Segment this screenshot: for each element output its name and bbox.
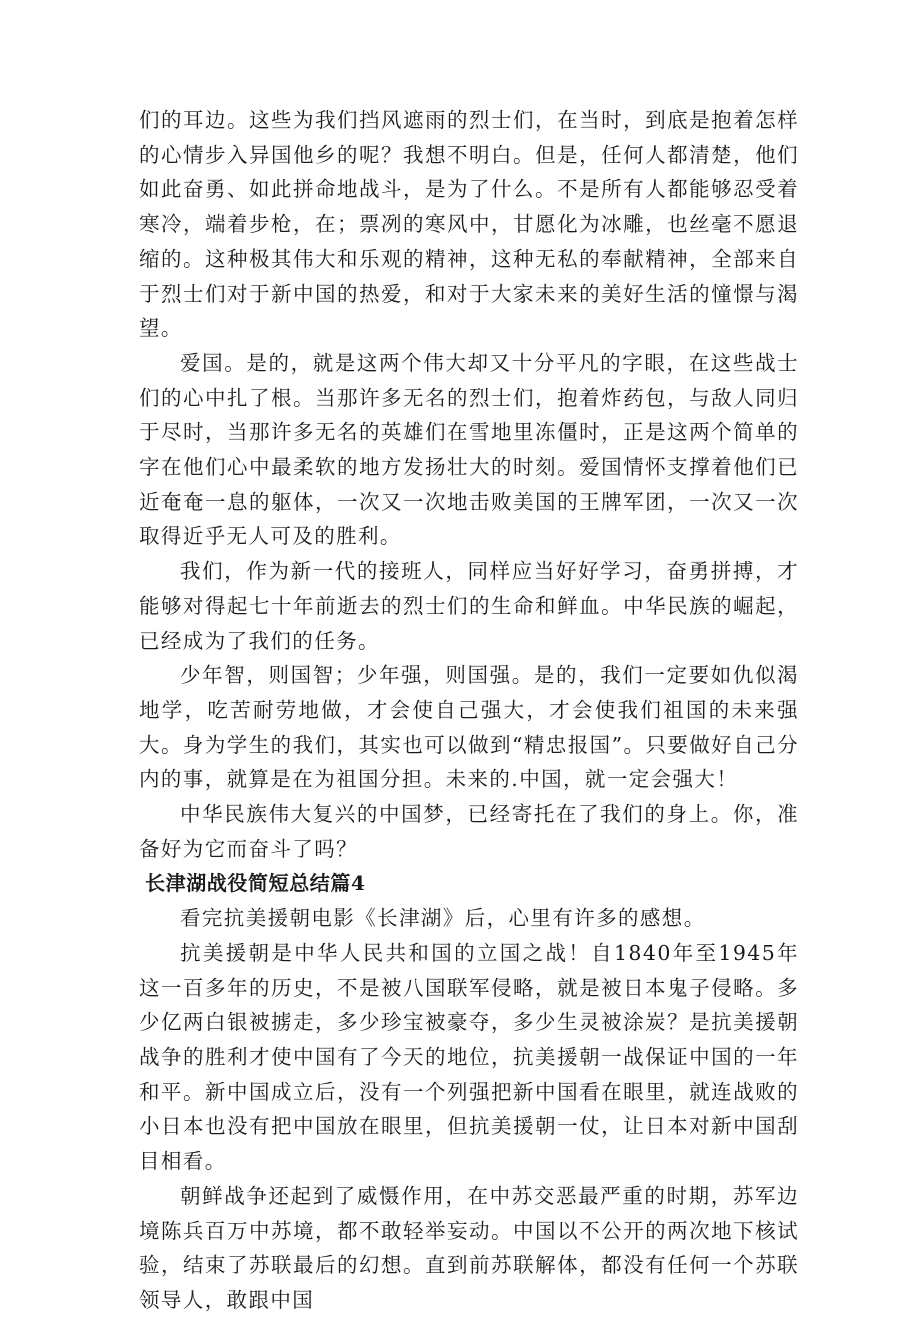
section-heading: 长津湖战役简短总结篇4 — [145, 871, 366, 896]
paragraph-chinese-dream: 中华民族伟大复兴的中国梦，已经寄托在了我们的身上。你，准备好为它而奋斗了吗？ — [139, 802, 799, 861]
paragraph-patriotism: 爱国。是的，就是这两个伟大却又十分平凡的字眼，在这些战士们的心中扎了根。当那许多无名的烈士们，抱着炸药包，与敌人同归于尽时，当那许多无名的英雄们在雪地里冻僵时，正是这两个简单的字在他们心中最柔软的地方发扬壮大的时刻。爱国情怀支撑着他们已近奄奄一息的躯体，一次又一次地击败美国的王牌军团，一次又一次取得近乎无人可及的胜利。 — [139, 350, 799, 549]
paragraph-film-thoughts: 看完抗美援朝电影《长津湖》后，心里有许多的感想。 — [180, 906, 706, 931]
paragraph-deterrence: 朝鲜战争还起到了威慑作用，在中苏交恶最严重的时期，苏军边境陈兵百万中苏境，都不敢轻举妄动。中国以不公开的两次地下核试验，结束了苏联最后的幻想。直到前苏联解体，都没有任何一个苏联领导人，敢跟中国 — [139, 1183, 799, 1312]
paragraph-founding-war: 抗美援朝是中华人民共和国的立国之战！自1840年至1945年这一百多年的历史，不是被八国联军侵略，就是被日本鬼子侵略。多少亿两白银被掳走，多少珍宝被豪夺，多少生灵被涂炭？是抗美援朝战争的胜利才使中国有了今天的地位，抗美援朝一战保证中国的一年和平。新中国成立后，没有一个列强把新中国看在眼里，就连战败的小日本也没有把中国放在眼里，但抗美援朝一仗，让日本对新中国刮目相看。 — [139, 940, 799, 1174]
document-page — [139, 103, 799, 1318]
paragraph-new-generation: 我们，作为新一代的接班人，同样应当好好学习，奋勇拼搏，才能够对得起七十年前逝去的烈士们的生命和鲜血。中华民族的崛起，已经成为了我们的任务。 — [139, 559, 799, 653]
paragraph-continued: 们的耳边。这些为我们挡风遮雨的烈士们，在当时，到底是抱着怎样的心情步入异国他乡的呢？我想不明白。但是，任何人都清楚，他们如此奋勇、如此拼命地战斗，是为了什么。不是所有人都能够忍受着寒冷，端着步枪，在；票冽的寒风中，甘愿化为冰雕，也丝毫不愿退缩的。这种极其伟大和乐观的精神，这种无私的奉献精神，全部来自于烈士们对于新中国的热爱，和对于大家未来的美好生活的憧憬与渴望。 — [139, 108, 799, 341]
paragraph-youth: 少年智，则国智；少年强，则国强。是的，我们一定要如仇似渴地学，吃苦耐劳地做，才会使自己强大，才会使我们祖国的未来强大。身为学生的我们，其实也可以做到“精忠报国”。只要做好自己分内的事，就算是在为祖国分担。未来的.中国，就一定会强大！ — [139, 663, 799, 792]
